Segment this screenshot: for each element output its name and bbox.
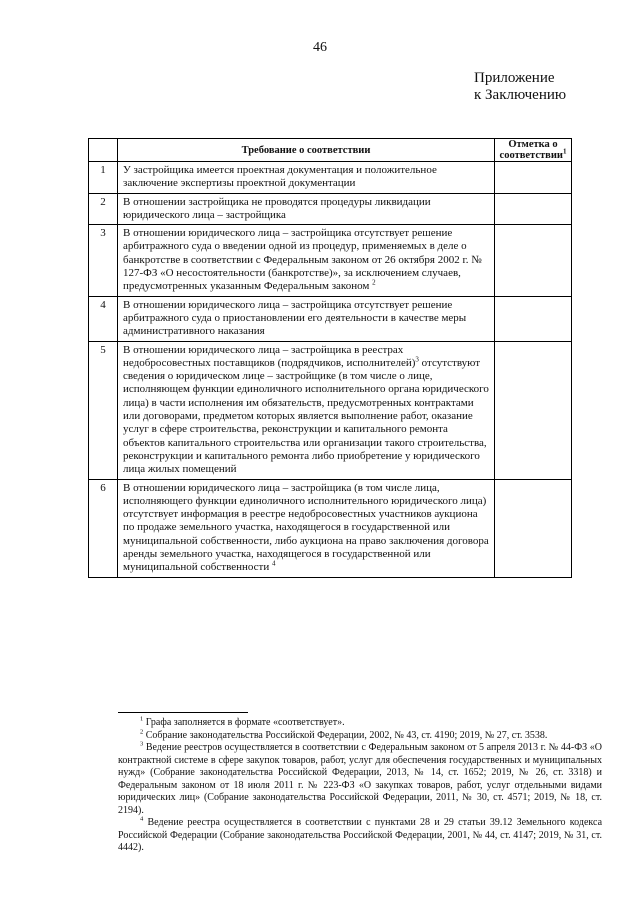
header-requirement: Требование о соответствии xyxy=(118,139,495,162)
footnote-text: Ведение реестра осуществляется в соответствии с пунктами 28 и 29 статьи 39.12 Земельного кодекса Российской Федерации (Собрание законодательства Российской Федерации, 2001, № 44, ст. 4147; 2019, № 31, ст. 4442). xyxy=(118,817,603,853)
table-row xyxy=(89,193,572,225)
footnote-text: Графа заполняется в формате «соответствует». xyxy=(145,717,345,728)
row-number: 1 xyxy=(89,162,118,194)
footnotes xyxy=(118,717,602,855)
appendix-title: Приложение xyxy=(474,70,555,86)
footnote-ref: 1 xyxy=(562,147,567,156)
footnote-text: Ведение реестров осуществляется в соответствии с Федеральным законом от 5 апреля 2013 г. № 44-ФЗ «О контрактной системе в сфере закупок товаров, работ, услуг для обеспечения государственных и муниципальных нужд» (Собрание законодательства Российской Федерации, 2013, № 14, ст. 1652; 2019, № 26, ст. 3318) и Федеральным законом от 18 июля 2011 г. № 223-ФЗ «О закупках товаров, работ, услуг отдельными видами юридических лиц» (Собрание законодательства Российской Федерации, 2011, № 30, ст. 4571; 2019, № 18, ст. 2194). xyxy=(118,742,603,816)
row-requirement-text: В отношении юридического лица – застройщика (в том числе лица, исполняющего функции единоличного исполнительного юридического лица) отсутствует информация в реестре недобросовестных участников аукциона по продаже земельного участка, находящегося в государственной или муниципальной собственности, либо аукциона на право заключения договора аренды земельного участка, находящегося в государственной или муниципальной собственности xyxy=(123,481,489,574)
row-requirement-text: У застройщика имеется проектная документация и положительное заключение экспертизы проектной документации xyxy=(123,164,437,190)
footnote-separator xyxy=(118,712,248,713)
row-requirement xyxy=(118,225,495,296)
requirements-table xyxy=(88,138,572,578)
table-row xyxy=(89,162,572,194)
table-row xyxy=(89,479,572,577)
row-requirement xyxy=(118,341,495,479)
row-number: 2 xyxy=(89,193,118,225)
row-mark-cell[interactable] xyxy=(495,341,572,479)
table-header-row xyxy=(89,139,572,162)
footnote-number: 4 xyxy=(140,815,144,823)
footnote xyxy=(118,717,602,730)
row-mark-cell[interactable] xyxy=(495,162,572,194)
header-mark-label: Отметка о соответствии xyxy=(499,139,563,161)
footnote-number: 1 xyxy=(140,715,144,723)
footnote-number: 3 xyxy=(140,740,144,748)
appendix-subtitle: к Заключению xyxy=(474,87,567,103)
row-number: 5 xyxy=(89,341,118,479)
row-requirement xyxy=(118,296,495,341)
row-requirement-text: В отношении юридического лица – застройщика в реестрах недобросовестных поставщиков (подрядчиков, исполнителей) xyxy=(123,343,416,369)
row-requirement-text: В отношении юридического лица – застройщика отсутствует решение арбитражного суда о введении одной из процедур, применяемых в деле о банкротстве в соответствии с Федеральным законом от 26 октября 2002 г. № 127-ФЗ «О несостоятельности (банкротстве)», за исключением случаев, предусмотренных указанным Федеральным законом xyxy=(123,227,482,293)
header-number-cell xyxy=(89,139,118,162)
row-mark-cell[interactable] xyxy=(495,296,572,341)
row-requirement xyxy=(118,162,495,194)
row-requirement-text-continued: отсутствуют сведения о юридическом лице – застройщике (в том числе о лице, исполняющем функции единоличного исполнительного органа юридического лица) в части исполнения им обязательств, предусмотренных контрактами или договорами, предметом которых является выполнение работ, оказание услуг в сфере строительства, реконструкции и капитального ремонта объектов капитального строительства или организации такого строительства, реконструкции и капитального ремонта либо приобретение у юридического лица жилых помещений xyxy=(123,356,489,476)
row-requirement-text: В отношении юридического лица – застройщика отсутствует решение арбитражного суда о приостановлении его деятельности в качестве меры административного наказания xyxy=(123,298,467,338)
row-mark-cell[interactable] xyxy=(495,225,572,296)
footnote-number: 2 xyxy=(140,728,144,736)
row-requirement xyxy=(118,193,495,225)
footnote-ref: 3 xyxy=(415,355,419,364)
table-row xyxy=(89,296,572,341)
footnote xyxy=(118,817,602,855)
row-mark-cell[interactable] xyxy=(495,479,572,577)
appendix-heading xyxy=(474,70,566,104)
row-requirement xyxy=(118,479,495,577)
row-mark-cell[interactable] xyxy=(495,193,572,225)
row-number: 6 xyxy=(89,479,118,577)
footnote-text: Собрание законодательства Российской Федерации, 2002, № 43, ст. 4190; 2019, № 27, ст. 3538. xyxy=(145,729,548,741)
page-number: 46 xyxy=(313,40,327,55)
row-requirement-text: В отношении застройщика не проводятся процедуры ликвидации юридического лица – застройщика xyxy=(123,195,431,221)
footnote-ref: 4 xyxy=(271,559,276,568)
table-row xyxy=(89,225,572,296)
footnote-ref: 2 xyxy=(372,278,376,287)
footnote xyxy=(118,742,602,817)
row-number: 3 xyxy=(89,225,118,296)
footnote xyxy=(118,730,602,743)
row-number: 4 xyxy=(89,296,118,341)
table-row xyxy=(89,341,572,479)
header-mark xyxy=(495,139,572,162)
